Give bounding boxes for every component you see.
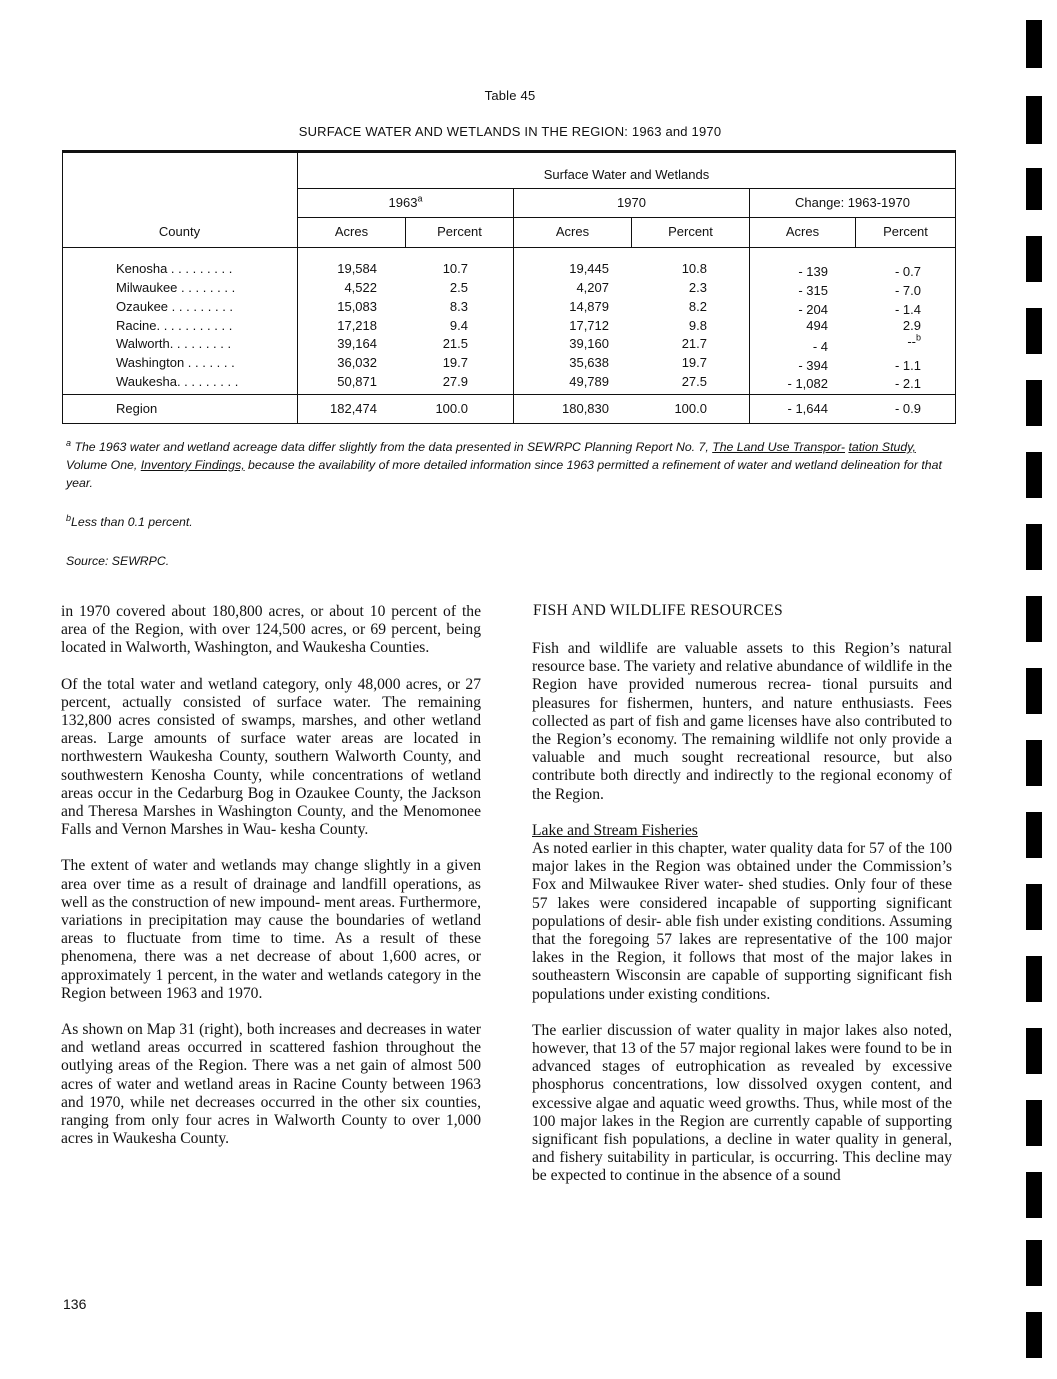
- acres-1963: 4,522: [344, 280, 377, 295]
- registration-mark: [1026, 884, 1042, 930]
- acres-change-header: Acres: [785, 224, 820, 239]
- registration-mark: [1026, 168, 1042, 210]
- paragraph: Of the total water and wetland category, only 48,000 acres, or 27 percent, actually consisted of surface water. The remaining 132,800 acres consisted of swamps, marshes, and other wetland areas. Large amounts of surface water areas are located in northwestern Waukesha County, southern Walworth County, and southwestern Kenosha County, while concentrations of wetland areas occur in the Cedarburg Bog in Ozaukee County, the Jackson and Theresa Marshes in Washington County, and the Menomonee Falls and Vernon Marshes in Wau- kesha County.: [61, 675, 481, 839]
- county-name: Milwaukee . . . . . . . .: [116, 280, 236, 295]
- paragraph: As shown on Map 31 (right), both increases and decreases in water and wetland areas occurred in scattered fashion throughout the outlying areas of the Region. There was a net gain of almost 500 acres of water and wetland areas in Racine County between 1963 and 1970, while net decreases occurred in the other six counties, ranging from only four acres in Walworth County to over 1,000 acres in Waukesha County.: [61, 1021, 481, 1148]
- acres-1963: 182,474: [330, 401, 377, 416]
- percent-change: - 7.0: [894, 283, 921, 298]
- percent-1970: 10.8: [681, 261, 707, 276]
- percent-change: - 0.9: [894, 401, 921, 416]
- county-name: Kenosha . . . . . . . . .: [116, 261, 233, 276]
- registration-mark: [1026, 380, 1042, 426]
- acres-1970: 49,789: [569, 374, 609, 389]
- footnote-b: $^b$Less than 0.1 percent.: [66, 512, 193, 529]
- registration-mark: [1026, 668, 1042, 714]
- percent-1970: 19.7: [681, 355, 707, 370]
- acres-change: - 394: [798, 358, 828, 373]
- acres-1963: 19,584: [337, 261, 377, 276]
- paragraph: in 1970 covered about 180,800 acres, or about 10 percent of the area of the Region, with over 124,500 acres, or 69 percent, being located in Walworth, Washington, and Waukesha Counties.: [61, 603, 481, 657]
- percent-1963-header: Percent: [437, 224, 482, 239]
- page-number: 136: [63, 1296, 87, 1312]
- acres-1970: 39,160: [569, 336, 609, 351]
- percent-1970: 27.5: [681, 374, 707, 389]
- total-rule: [62, 394, 956, 395]
- registration-mark: [1026, 1312, 1042, 1358]
- table-label: Table 45: [484, 88, 536, 103]
- acres-1970: 17,712: [569, 318, 609, 333]
- table-title: SURFACE WATER AND WETLANDS IN THE REGION: 1963 and 1970: [298, 124, 722, 139]
- footnote-a: $^a$ The 1963 water and wetland acreage data differ slightly from the data presented in SEWRPC Planning Report No. 7, The Land Use Transpor- tation Study, Volume One, Inventory Findings, because the availability of more detailed information since 1963 permitted a refinement of water and wetland delineation for that year.: [66, 437, 942, 490]
- acres-change: 494: [806, 318, 828, 333]
- percent-change: - 0.7: [894, 264, 921, 279]
- acres-1970: 19,445: [569, 261, 609, 276]
- registration-mark: [1026, 740, 1042, 786]
- percent-1963: 100.0: [435, 401, 468, 416]
- percent-1970: 21.7: [681, 336, 707, 351]
- registration-mark: [1026, 96, 1042, 144]
- group-header: Surface Water and Wetlands: [543, 167, 710, 182]
- percent-change: - 2.1: [894, 376, 921, 391]
- acres-1970: 14,879: [569, 299, 609, 314]
- registration-mark: [1026, 20, 1042, 68]
- registration-mark: [1026, 1100, 1042, 1146]
- county-header: County: [158, 224, 201, 239]
- registration-mark: [1026, 452, 1042, 498]
- group-header-rule: [297, 188, 956, 189]
- paragraph: The extent of water and wetlands may change slightly in a given area over time as a result of drainage and landfill operations, as well as the construction of new impound- ment areas. Furthermore, variations in precipitation may cause the boundaries of wetland areas to fluctuate from time to time. As a result of these phenomena, there was a net decrease of about 1,600 acres, or approximately 1 percent, in the water and wetlands category in the Region between 1963 and 1970.: [61, 857, 481, 1002]
- registration-mark: [1026, 956, 1042, 1002]
- percent-1963: 10.7: [442, 261, 468, 276]
- percent-1963: 21.5: [442, 336, 468, 351]
- county-name: Walworth. . . . . . . . .: [116, 336, 232, 351]
- acres-1963: 36,032: [337, 355, 377, 370]
- percent-1963: 19.7: [442, 355, 468, 370]
- county-name: Region: [116, 401, 158, 416]
- percent-1970: 9.8: [688, 318, 707, 333]
- acres-1963-header: Acres: [334, 224, 369, 239]
- percent-change: 2.9: [902, 318, 921, 333]
- acres-change: - 315: [798, 283, 828, 298]
- county-name: Ozaukee . . . . . . . . .: [116, 299, 234, 314]
- percent-1970-header: Percent: [668, 224, 713, 239]
- table-top-rule: [62, 150, 956, 153]
- registration-mark: [1026, 812, 1042, 858]
- left-column: [61, 603, 481, 1148]
- registration-mark: [1026, 1028, 1042, 1074]
- registration-mark: [1026, 1172, 1042, 1218]
- section-heading: FISH AND WILDLIFE RESOURCES: [533, 602, 783, 619]
- acres-1963: 39,164: [337, 336, 377, 351]
- percent-change: - 1.1: [894, 358, 921, 373]
- registration-mark: [1026, 236, 1042, 282]
- acres-1970: 4,207: [576, 280, 609, 295]
- registration-mark: [1026, 524, 1042, 570]
- acres-1963: 17,218: [337, 318, 377, 333]
- acres-change: - 204: [798, 302, 828, 317]
- percent-1970: 100.0: [674, 401, 707, 416]
- county-name: Waukesha. . . . . . . . .: [116, 374, 239, 389]
- percent-1963: 9.4: [449, 318, 468, 333]
- paragraph: The earlier discussion of water quality in major lakes also noted, however, that 13 of the 57 major regional lakes were found to be in advanced stages of eutrophication as revealed by excessive phosphorus concentrations, low dissolved oxygen content, and excessive algae and aquatic weed growths. Thus, while most of the 100 major lakes in the Region are currently capable of supporting significant fish populations, a decline in water quality in general, and fishery suitability in particular, is occurring. This decline may be expected to continue in the absence of a sound: [532, 1021, 952, 1185]
- paragraph: Fish and wildlife are valuable assets to this Region’s natural resource base. The variety and relative abundance of wildlife in the Region have provided numerous recrea- tional pursuits and pleasures for fishermen, hunters, and nature enthusiasts. Fees collected as part of fish and game licenses have also contributed to the Region’s economy. The remaining wildlife not only provide a valuable and much sought recreational resource, but also contribute both directly and indirectly to the regional economy of the Region.: [532, 640, 952, 803]
- percent-change-header: Percent: [883, 224, 928, 239]
- right-column: [532, 640, 952, 1186]
- acres-1963: 50,871: [337, 374, 377, 389]
- table-right-border: [955, 153, 956, 424]
- acres-1970: 35,638: [569, 355, 609, 370]
- percent-1963: 27.9: [442, 374, 468, 389]
- acres-change: - 4: [812, 339, 828, 354]
- registration-mark: [1026, 596, 1042, 642]
- acres-1970: 180,830: [562, 401, 609, 416]
- percent-1963: 8.3: [449, 299, 468, 314]
- table-left-border: [62, 153, 63, 424]
- acres-change: - 1,644: [787, 401, 828, 416]
- source-note: Source: SEWRPC.: [66, 554, 170, 568]
- acres-change: - 139: [798, 264, 828, 279]
- percent-change: - 1.4: [894, 302, 921, 317]
- data-table: [62, 150, 956, 424]
- registration-mark: [1026, 308, 1042, 354]
- paragraph: As noted earlier in this chapter, water quality data for 57 of the 100 major lakes in the Region was obtained under the Commission’s Fox and Milwaukee River water- shed studies. Only four of these 57 lakes were considered incapable of supporting significant populations of desir- able fish under existing conditions. Assuming that the foregoing 57 lakes are representative of the 100 major lakes in the Region, it follows that most of the major lakes in southeastern Wisconsin are capable of supporting significant fish populations under existing conditions.: [532, 840, 952, 1003]
- table-bottom-border: [62, 423, 956, 424]
- year-header-rule: [297, 217, 956, 218]
- acres-change: - 1,082: [787, 376, 828, 391]
- header-bottom-rule: [62, 247, 956, 248]
- county-name: Racine. . . . . . . . . . .: [116, 318, 233, 333]
- percent-1970: 2.3: [688, 280, 707, 295]
- year-1963-header: 1963$^a$: [388, 193, 423, 210]
- percent-1970: 8.2: [688, 299, 707, 314]
- acres-1963: 15,083: [337, 299, 377, 314]
- percent-1963: 2.5: [449, 280, 468, 295]
- acres-1970-header: Acres: [555, 224, 590, 239]
- percent-change: --$^b$: [907, 332, 921, 349]
- year-1970-header: 1970: [617, 195, 646, 210]
- registration-mark: [1026, 1240, 1042, 1286]
- change-header: Change: 1963-1970: [795, 195, 910, 210]
- subsection-heading: Lake and Stream Fisheries: [532, 821, 698, 839]
- county-name: Washington . . . . . . .: [116, 355, 235, 370]
